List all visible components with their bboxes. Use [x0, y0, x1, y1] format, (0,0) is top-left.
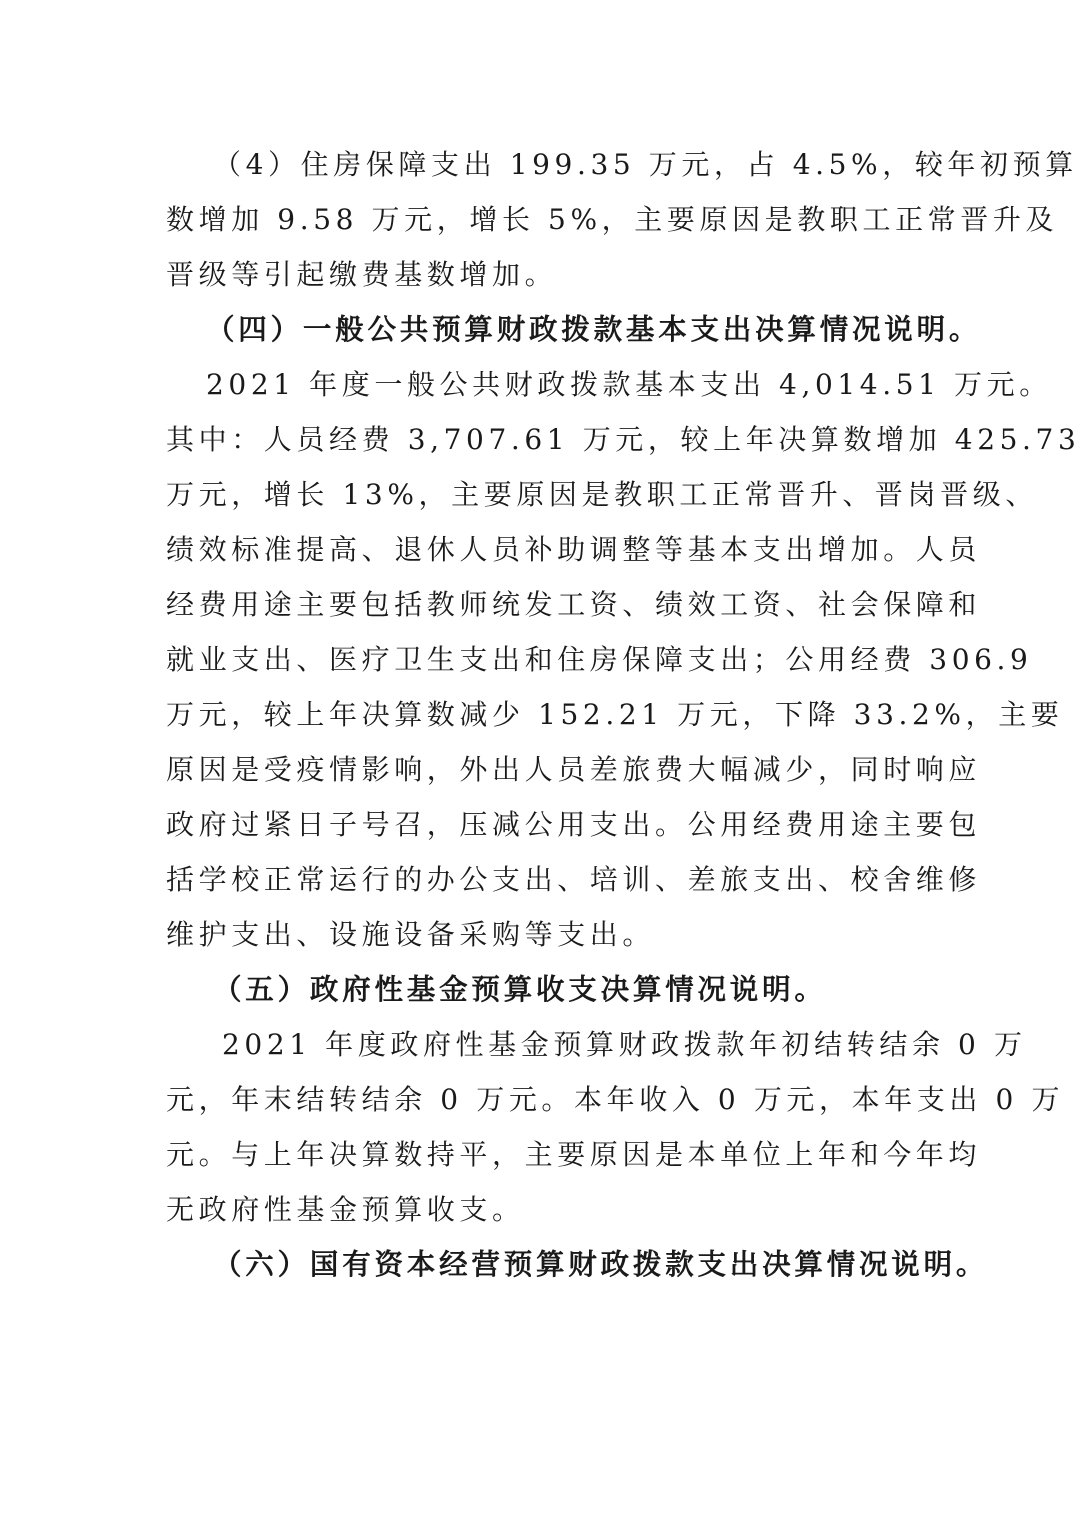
- paragraph-basic-expense-line-4: 绩效标准提高、退休人员补助调整等基本支出增加。人员: [166, 533, 982, 566]
- section-heading-6: （六）国有资本经营预算财政拨款支出决算情况说明。: [213, 1248, 989, 1281]
- paragraph-basic-expense-line-2: 其中：人员经费 3,707.61 万元，较上年决算数增加 425.73: [166, 423, 1080, 456]
- paragraph-basic-expense-line-10: 括学校正常运行的办公支出、培训、差旅支出、校舍维修: [166, 863, 982, 896]
- paragraph-housing-line-2: 数增加 9.58 万元，增长 5%，主要原因是教职工正常晋升及: [166, 203, 1059, 236]
- paragraph-basic-expense-line-5: 经费用途主要包括教师统发工资、绩效工资、社会保障和: [166, 588, 982, 621]
- paragraph-housing-line-3: 晋级等引起缴费基数增加。: [166, 258, 558, 291]
- paragraph-basic-expense-line-1: 2021 年度一般公共财政拨款基本支出 4,014.51 万元。: [206, 368, 1052, 401]
- paragraph-fund-line-3: 元。与上年决算数持平，主要原因是本单位上年和今年均: [166, 1138, 982, 1171]
- paragraph-basic-expense-line-3: 万元，增长 13%，主要原因是教职工正常晋升、晋岗晋级、: [166, 478, 1038, 511]
- paragraph-housing-line-1: （4）住房保障支出 199.35 万元，占 4.5%，较年初预算: [213, 148, 1078, 181]
- paragraph-fund-line-4: 无政府性基金预算收支。: [166, 1193, 525, 1226]
- section-heading-5: （五）政府性基金预算收支决算情况说明。: [213, 973, 827, 1006]
- paragraph-basic-expense-line-9: 政府过紧日子号召，压减公用支出。公用经费用途主要包: [166, 808, 982, 841]
- paragraph-basic-expense-line-8: 原因是受疫情影响，外出人员差旅费大幅减少，同时响应: [166, 753, 982, 786]
- paragraph-basic-expense-line-6: 就业支出、医疗卫生支出和住房保障支出；公用经费 306.9: [166, 643, 1033, 676]
- section-heading-4: （四）一般公共预算财政拨款基本支出决算情况说明。: [206, 313, 982, 346]
- paragraph-fund-line-1: 2021 年度政府性基金预算财政拨款年初结转结余 0 万: [222, 1028, 1027, 1061]
- paragraph-basic-expense-line-7: 万元，较上年决算数减少 152.21 万元，下降 33.2%，主要: [166, 698, 1064, 731]
- paragraph-basic-expense-line-11: 维护支出、设施设备采购等支出。: [166, 918, 656, 951]
- paragraph-fund-line-2: 元，年末结转结余 0 万元。本年收入 0 万元，本年支出 0 万: [166, 1083, 1065, 1116]
